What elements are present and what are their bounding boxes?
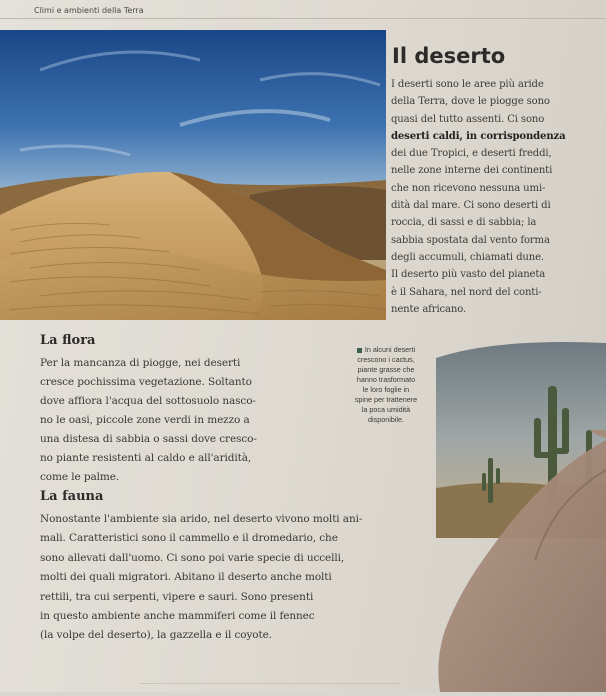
flora-line: dove affiora l'acqua del sottosuolo nasco- (40, 395, 256, 407)
intro-line: quasi del tutto assenti. Ci sono (391, 113, 545, 125)
flora-line: una distesa di sabbia o sassi dove cresco- (40, 433, 257, 445)
intro-paragraph (391, 76, 603, 318)
fauna-heading: La fauna (40, 489, 104, 504)
flora-paragraph (40, 354, 340, 487)
fauna-line: sono allevati dall'uomo. Ci sono poi varie specie di uccelli, (40, 551, 345, 564)
hand-photo (420, 430, 606, 692)
caption-line: In alcuni deserti (364, 345, 416, 354)
caption-line: la poca umidità (361, 405, 411, 414)
intro-line: che non ricevono nessuna umi- (391, 182, 546, 194)
caption-line: le loro foglie in (362, 385, 410, 394)
intro-line: della Terra, dove le piogge sono (391, 96, 550, 108)
flora-line: no le oasi, piccole zone verdi in mezzo a (40, 414, 250, 426)
intro-line: I deserti sono le aree più aride (391, 79, 544, 90)
page-title: Il deserto (392, 44, 506, 68)
caption-line: hanno trasformato (356, 375, 416, 384)
fauna-line: rettili, tra cui serpenti, vipere e sauri. Sono presenti (40, 590, 314, 603)
caption-bullet-icon (357, 348, 362, 353)
intro-line: degli accumuli, chiamati dune. (391, 251, 544, 263)
caption-line: disponibile. (368, 415, 404, 424)
fauna-line: mali. Caratteristici sono il cammello e il dromedario, che (40, 532, 338, 545)
header-divider (0, 18, 606, 19)
flora-line: come le palme. (40, 471, 120, 483)
bottom-divider (140, 683, 400, 684)
desert-dunes-photo (0, 30, 386, 320)
intro-line: deserti caldi, in corrispondenza (391, 130, 566, 142)
section-header: Climi e ambienti della Terra (34, 6, 144, 15)
intro-line: è il Sahara, nel nord del conti- (391, 286, 542, 298)
cactus-caption (338, 345, 434, 425)
fauna-line: (la volpe del deserto), la gazzella e il coyote. (40, 629, 272, 642)
fauna-line: molti dei quali migratori. Abitano il deserto anche molti (40, 571, 332, 584)
intro-line: dità dal mare. Ci sono deserti di (391, 200, 551, 212)
intro-line: Il deserto più vasto del pianeta (391, 269, 546, 281)
caption-line: spine per trattenere (354, 395, 418, 404)
intro-line: dei due Tropici, e deserti freddi, (391, 148, 552, 160)
intro-line: sabbia spostata dal vento forma (391, 234, 550, 246)
fauna-line: in questo ambiente anche mammiferi come il fennec (40, 610, 315, 623)
flora-line: no piante resistenti al caldo e all'aridità, (40, 452, 252, 464)
fauna-line: Nonostante l'ambiente sia arido, nel deserto vivono molti ani- (40, 513, 363, 525)
intro-line: nente africano. (391, 303, 467, 315)
intro-line: roccia, di sassi e di sabbia; la (391, 217, 537, 229)
intro-line: nelle zone interne dei continenti (391, 165, 553, 177)
flora-heading: La flora (40, 333, 96, 348)
flora-line: Per la mancanza di piogge, nei deserti (40, 357, 241, 369)
caption-line: crescono i cactus, (357, 355, 415, 364)
flora-line: cresce pochissima vegetazione. Soltanto (40, 376, 252, 388)
caption-line: piante grasse che (357, 365, 415, 374)
